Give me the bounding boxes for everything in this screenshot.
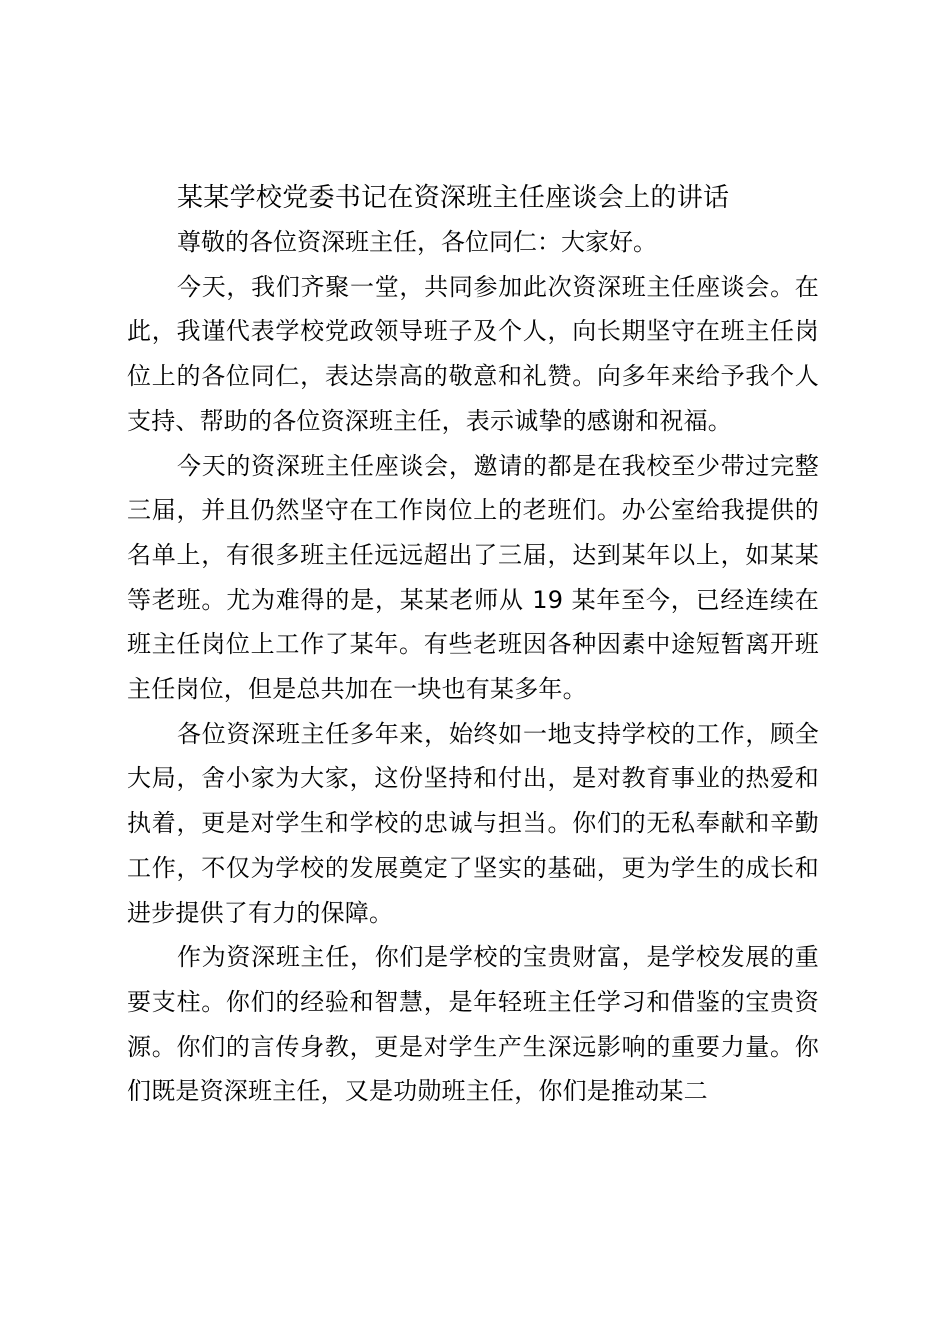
document-title: 某某学校党委书记在资深班主任座谈会上的讲话 <box>177 183 730 213</box>
greeting-line: 尊敬的各位资深班主任，各位同仁：大家好。 <box>177 228 657 256</box>
paragraph-1: 今天，我们齐聚一堂，共同参加此次资深班主任座谈会。在此，我谨代表学校党政领导班子及个人，向长期坚守在班主任岗位上的各位同仁，表达崇高的敬意和礼赞。向多年来给予我个人支持、帮助的各位资深班主任，表示诚挚的感谢和祝福。 <box>127 272 819 435</box>
paragraph-4: 作为资深班主任，你们是学校的宝贵财富，是学校发展的重要支柱。你们的经验和智慧，是年轻班主任学习和借鉴的宝贵资源。你们的言传身教，更是对学生产生深远影响的重要力量。你们既是资深班主任，又是功勋班主任，你们是推动某二 <box>127 943 819 1106</box>
document-body <box>127 176 819 1114</box>
paragraph-2: 今天的资深班主任座谈会，邀请的都是在我校至少带过完整三届，并且仍然坚守在工作岗位上的老班们。办公室给我提供的名单上，有很多班主任远远超出了三届，达到某年以上，如某某等老班。尤为难得的是，某某老师从 19 某年至今，已经连续在班主任岗位上工作了某年。有些老班因各种因素中途短暂离开班主任岗位，但是总共加在一块也有某多年。 <box>127 451 819 704</box>
paragraph-3: 各位资深班主任多年来，始终如一地支持学校的工作，顾全大局，舍小家为大家，这份坚持和付出，是对教育事业的热爱和执着，更是对学生和学校的忠诚与担当。你们的无私奉献和辛勤工作，不仅为学校的发展奠定了坚实的基础，更为学生的成长和进步提供了有力的保障。 <box>127 719 819 927</box>
